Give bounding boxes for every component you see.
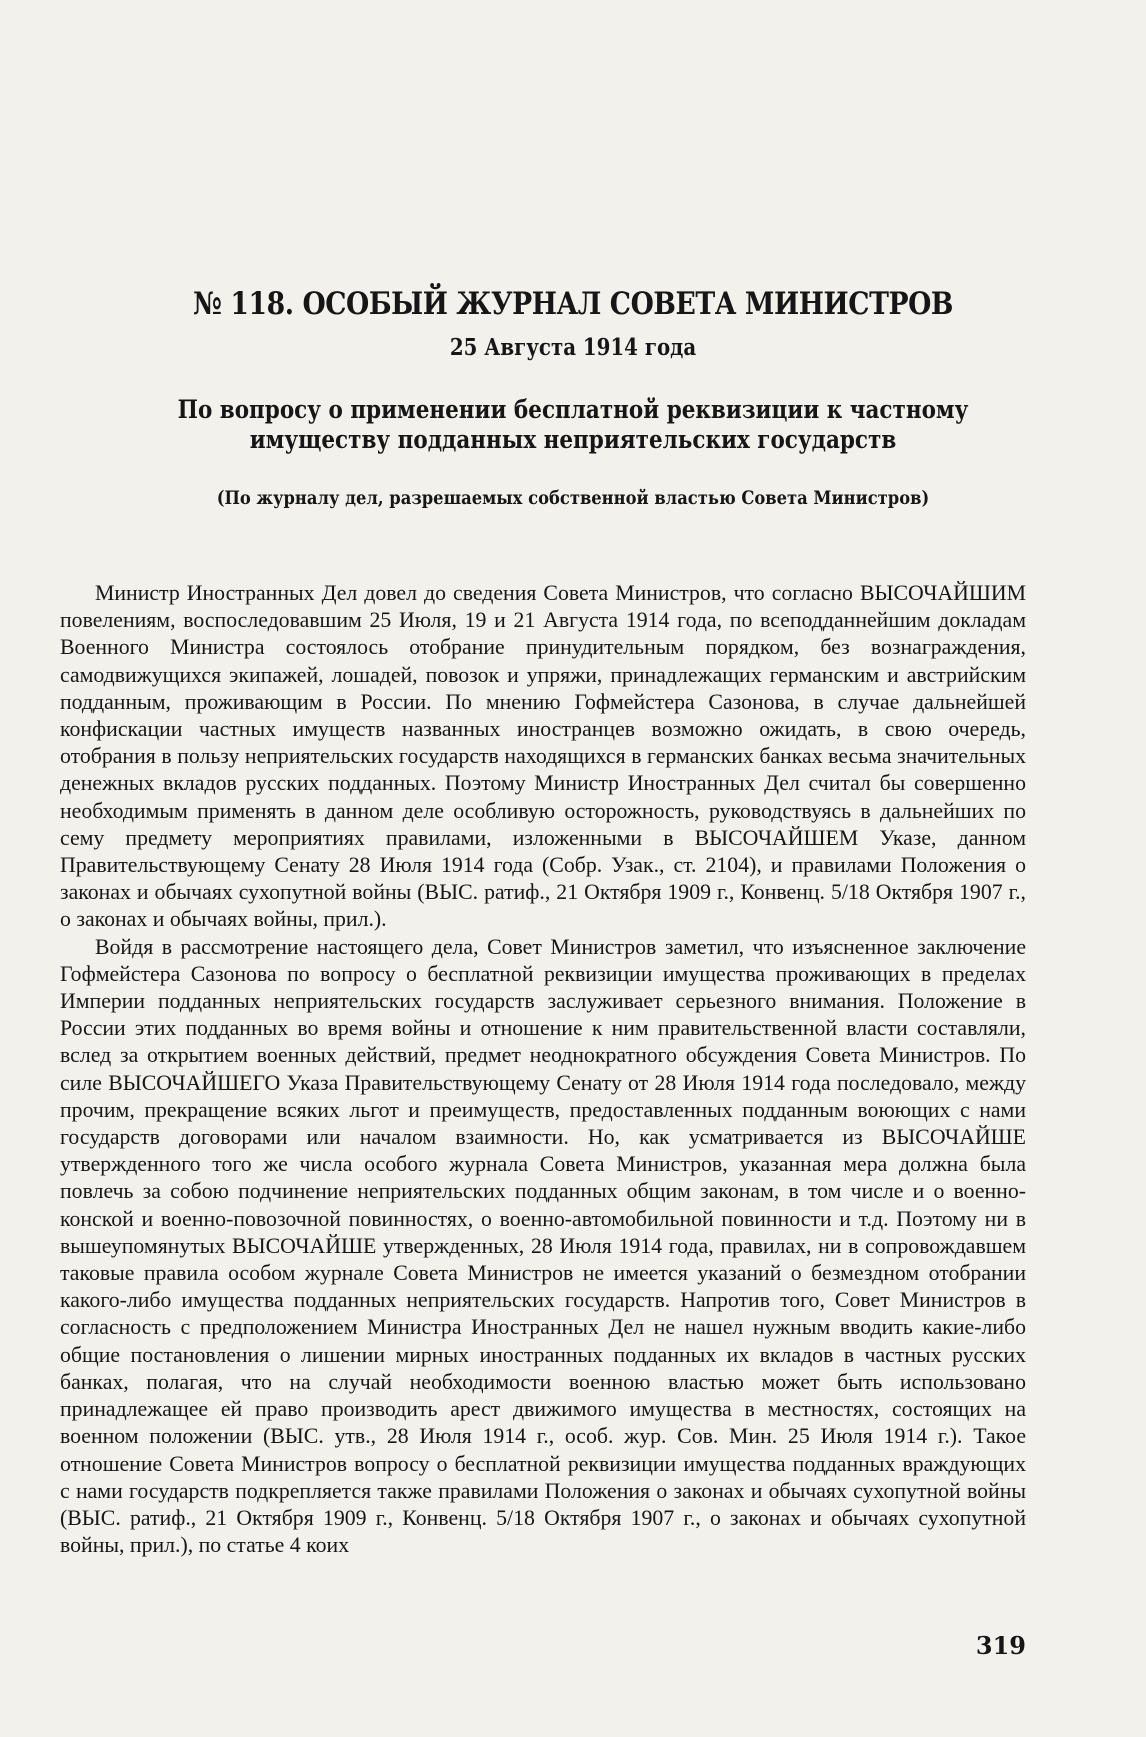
document-note: (По журналу дел, разрешаемых собственной властью Совета Министров) bbox=[216, 487, 930, 509]
page-number: 319 bbox=[975, 1631, 1026, 1660]
paragraph: Войдя в рассмотрение настоящего дела, Совет Министров заметил, что изъясненное заключение Гофмейстера Сазонова по вопросу о бесплатной реквизиции имущества проживающих в пределах Империи подданных неприятельских государств заслуживает серьезного внимания. Положение в России этих подданных во время войны и отношение к ним правительственной власти составляли, вслед за открытием военных действий, предмет неоднократного обсуждения Совета Министров. По силе ВЫСОЧАЙШЕГО Указа Правительствующему Сенату от 28 Июля 1914 года последовало, между прочим, прекращение всяких льгот и преимуществ, предоставленных подданным воюющих с нами государств договорами или началом взаимности. Но, как усматривается из ВЫСОЧАЙШЕ утвержденного того же числа особого журнала Совета Министров, указанная мера должна была повлечь за собою подчинение неприятельских подданных общим законам, в том числе и о военно-конской и военно-повозочной повинностях, о военно-автомобильной повинности и т.д. Поэтому ни в вышеупомянутых ВЫСОЧАЙШЕ утвержденных, 28 Июля 1914 года, правилах, ни в сопровождавшем таковые правила особом журнале Совета Министров не имеется указаний о безмездном отобрании какого-либо имущества подданных неприятельских государств. Напротив того, Совет Министров в согласность с предположением Министра Иностранных Дел не нашел нужным вводить какие-либо общие постановления о лишении мирных иностранных подданных их вкладов в частных русских банках, полагая, что на случай необходимости военною властью может быть использовано принадлежащее ей право производить арест движимого имущества в местностях, состоящих на военном положении (ВЫС. утв., 28 Июля 1914 г., особ. жур. Сов. Мин. 25 Июля 1914 г.). Такое отношение Совета Министров вопросу о бесплатной реквизиции имущества подданных враждующих с нами государств подкрепляется также правилами Положения о законах и обычаях сухопутной войны (ВЫС. ратиф., 21 Октября 1909 г., Конвенц. 5/18 Октября 1907 г., о законах и обычаях сухопутной войны, прил.), по статье 4 коих bbox=[60, 934, 1026, 1558]
document-body bbox=[60, 580, 1026, 1559]
document-subject: По вопросу о применении бесплатной реквизиции к частному имуществу подданных неприятельских государств bbox=[177, 395, 969, 454]
paragraph: Министр Иностранных Дел довел до сведения Совета Министров, что согласно ВЫСОЧАЙШИМ повелениям, воспоследовавшим 25 Июля, 19 и 21 Августа 1914 года, по всеподданнейшим докладам Военного Министра состоялось отобрание принудительным порядком, без вознаграждения, самодвижущихся экипажей, лошадей, повозок и упряжи, принадлежащих германским и австрийским подданным, проживающим в России. По мнению Гофмейстера Сазонова, в случае дальнейшей конфискации частных имуществ названных иностранцев возможно ожидать, в свою очередь, отобрания в пользу неприятельских государств находящихся в германских банках весьма значительных денежных вкладов русских подданных. Поэтому Министр Иностранных Дел считал бы совершенно необходимым применять в данном деле особливую осторожность, руководствуясь в дальнейших по сему предмету мероприятиях правилами, изложенными в ВЫСОЧАЙШЕМ Указе, данном Правительствующему Сенату 28 Июля 1914 года (Собр. Узак., ст. 2104), и правилами Положения о законах и обычаях сухопутной войны (ВЫС. ратиф., 21 Октября 1909 г., Конвенц. 5/18 Октября 1907 г., о законах и обычаях войны, прил.). bbox=[60, 581, 1026, 932]
document-title: № 118. ОСОБЫЙ ЖУРНАЛ СОВЕТА МИНИСТРОВ bbox=[192, 286, 953, 322]
document-date: 25 Августа 1914 года bbox=[449, 334, 697, 361]
